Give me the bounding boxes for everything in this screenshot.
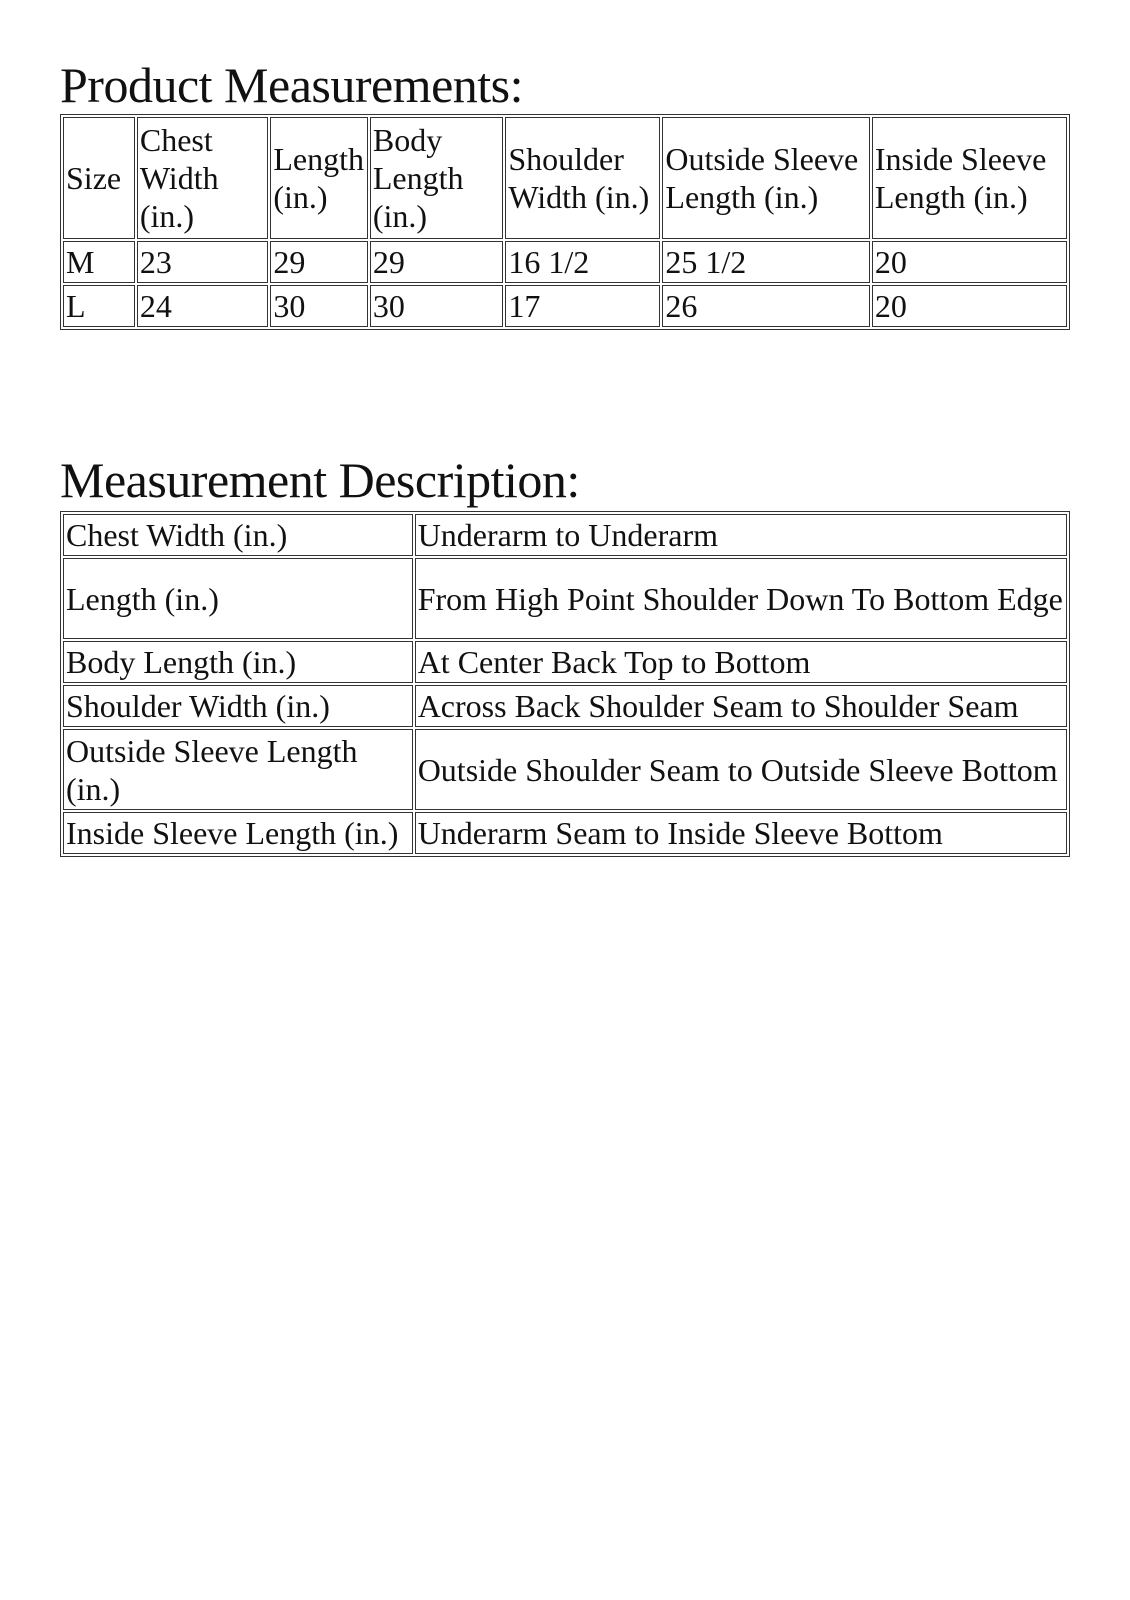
cell-shoulder-width: 17 [505, 285, 660, 327]
table-row [63, 729, 1067, 810]
cell-length: 30 [270, 285, 368, 327]
description-text: At Center Back Top to Bottom [415, 641, 1067, 683]
table-row [63, 558, 1067, 639]
table-row [63, 685, 1067, 727]
measurement-description-table [60, 511, 1070, 857]
cell-outside-sleeve-length: 25 1/2 [662, 241, 869, 283]
table-row [63, 514, 1067, 556]
cell-chest-width: 23 [137, 241, 268, 283]
table-header-row [63, 117, 1067, 239]
table-row [63, 812, 1067, 854]
header-inside-sleeve-length: Inside Sleeve Length (in.) [872, 117, 1067, 239]
description-text: Underarm Seam to Inside Sleeve Bottom [415, 812, 1067, 854]
cell-outside-sleeve-length: 26 [662, 285, 869, 327]
description-term: Shoulder Width (in.) [63, 685, 413, 727]
header-shoulder-width: Shoulder Width (in.) [505, 117, 660, 239]
product-measurements-table [60, 114, 1070, 330]
product-measurements-title: Product Measurements: [60, 57, 524, 113]
header-size: Size [63, 117, 135, 239]
description-term: Inside Sleeve Length (in.) [63, 812, 413, 854]
description-text: Across Back Shoulder Seam to Shoulder Seam [415, 685, 1067, 727]
description-text: Underarm to Underarm [415, 514, 1067, 556]
table-row [63, 285, 1067, 327]
cell-size: L [63, 285, 135, 327]
header-length: Length (in.) [270, 117, 368, 239]
cell-inside-sleeve-length: 20 [872, 285, 1067, 327]
cell-body-length: 30 [370, 285, 503, 327]
cell-inside-sleeve-length: 20 [872, 241, 1067, 283]
cell-body-length: 29 [370, 241, 503, 283]
cell-length: 29 [270, 241, 368, 283]
table-row [63, 641, 1067, 683]
description-text: Outside Shoulder Seam to Outside Sleeve Bottom [415, 729, 1067, 810]
description-term: Length (in.) [63, 558, 413, 639]
description-text: From High Point Shoulder Down To Bottom Edge [415, 558, 1067, 639]
description-term: Outside Sleeve Length (in.) [63, 729, 413, 810]
header-body-length: Body Length (in.) [370, 117, 503, 239]
header-chest-width: Chest Width (in.) [137, 117, 268, 239]
description-term: Body Length (in.) [63, 641, 413, 683]
description-term: Chest Width (in.) [63, 514, 413, 556]
header-outside-sleeve-length: Outside Sleeve Length (in.) [662, 117, 869, 239]
cell-size: M [63, 241, 135, 283]
table-row [63, 241, 1067, 283]
cell-shoulder-width: 16 1/2 [505, 241, 660, 283]
measurement-description-title: Measurement Description: [60, 452, 580, 508]
cell-chest-width: 24 [137, 285, 268, 327]
